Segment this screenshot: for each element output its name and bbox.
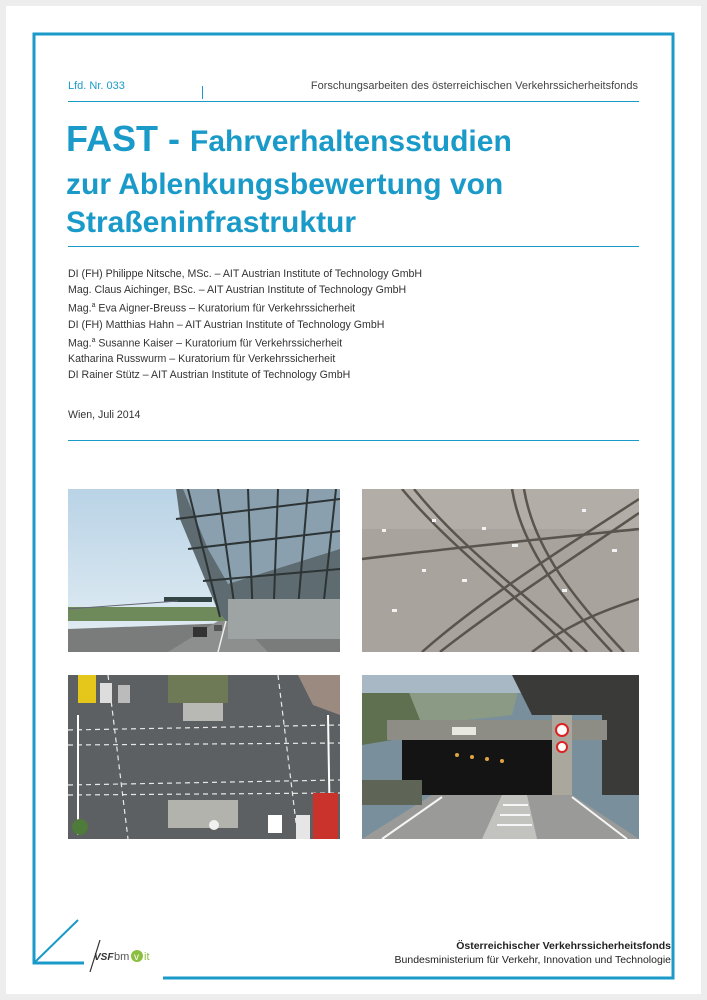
logo-vsf-text: VSF xyxy=(94,952,114,963)
report-number: Lfd. Nr. 033 xyxy=(68,80,125,92)
title-rule xyxy=(68,246,639,247)
publication-date: Wien, Juli 2014 xyxy=(68,409,141,421)
photo-tram-tracks xyxy=(362,489,639,652)
author-item: Mag.$^a$ Susanne Kaiser – Kuratorium für Verkehrssicherheit xyxy=(68,336,343,350)
title-acronym: FAST xyxy=(66,118,159,159)
footer-fund-name: Österreichischer Verkehrssicherheitsfonds xyxy=(456,940,671,952)
logo-it-text: it xyxy=(144,951,150,963)
author-item: Mag. Claus Aichinger, BSc. – AIT Austrian Institute of Technology GmbH xyxy=(68,284,407,296)
author-item: DI (FH) Philippe Nitsche, MSc. – AIT Austrian Institute of Technology GmbH xyxy=(68,268,423,280)
date-rule xyxy=(68,440,639,441)
footer-ministry-name: Bundesministerium für Verkehr, Innovation und Technologie xyxy=(394,954,671,966)
photo-intersection-aerial xyxy=(68,675,340,839)
author-item: DI (FH) Matthias Hahn – AIT Austrian Institute of Technology GmbH xyxy=(68,318,385,331)
photo-tunnel-portal xyxy=(362,675,639,839)
logo-bm-text: bm xyxy=(114,951,130,963)
series-title: Forschungsarbeiten des österreichischen Verkehrssicherheitsfonds xyxy=(310,80,638,92)
title-line-2: zur Ablenkungsbewertung von xyxy=(66,168,504,201)
photo-highway-gallery xyxy=(68,489,340,652)
header-divider-tick xyxy=(202,86,203,99)
title-line-3: Straßeninfrastruktur xyxy=(66,206,357,239)
author-item: DI Rainer Stütz – AIT Austrian Institute of Technology GmbH xyxy=(68,369,351,382)
title-line-1: Fahrverhaltensstudien xyxy=(190,125,512,158)
author-item: Mag.$^a$ Eva Aigner-Breuss – Kuratorium für Verkehrssicherheit xyxy=(68,302,356,315)
author-item: Katharina Russwurm – Kuratorium für Verkehrssicherheit xyxy=(68,353,336,366)
header-rule xyxy=(68,101,639,102)
logo-mark xyxy=(88,938,158,972)
logo-v-text: v xyxy=(134,952,139,963)
vsf-bmvit-logo xyxy=(88,938,158,972)
title-dash: - xyxy=(158,118,191,159)
author-list xyxy=(68,266,628,383)
report-title xyxy=(66,120,666,242)
